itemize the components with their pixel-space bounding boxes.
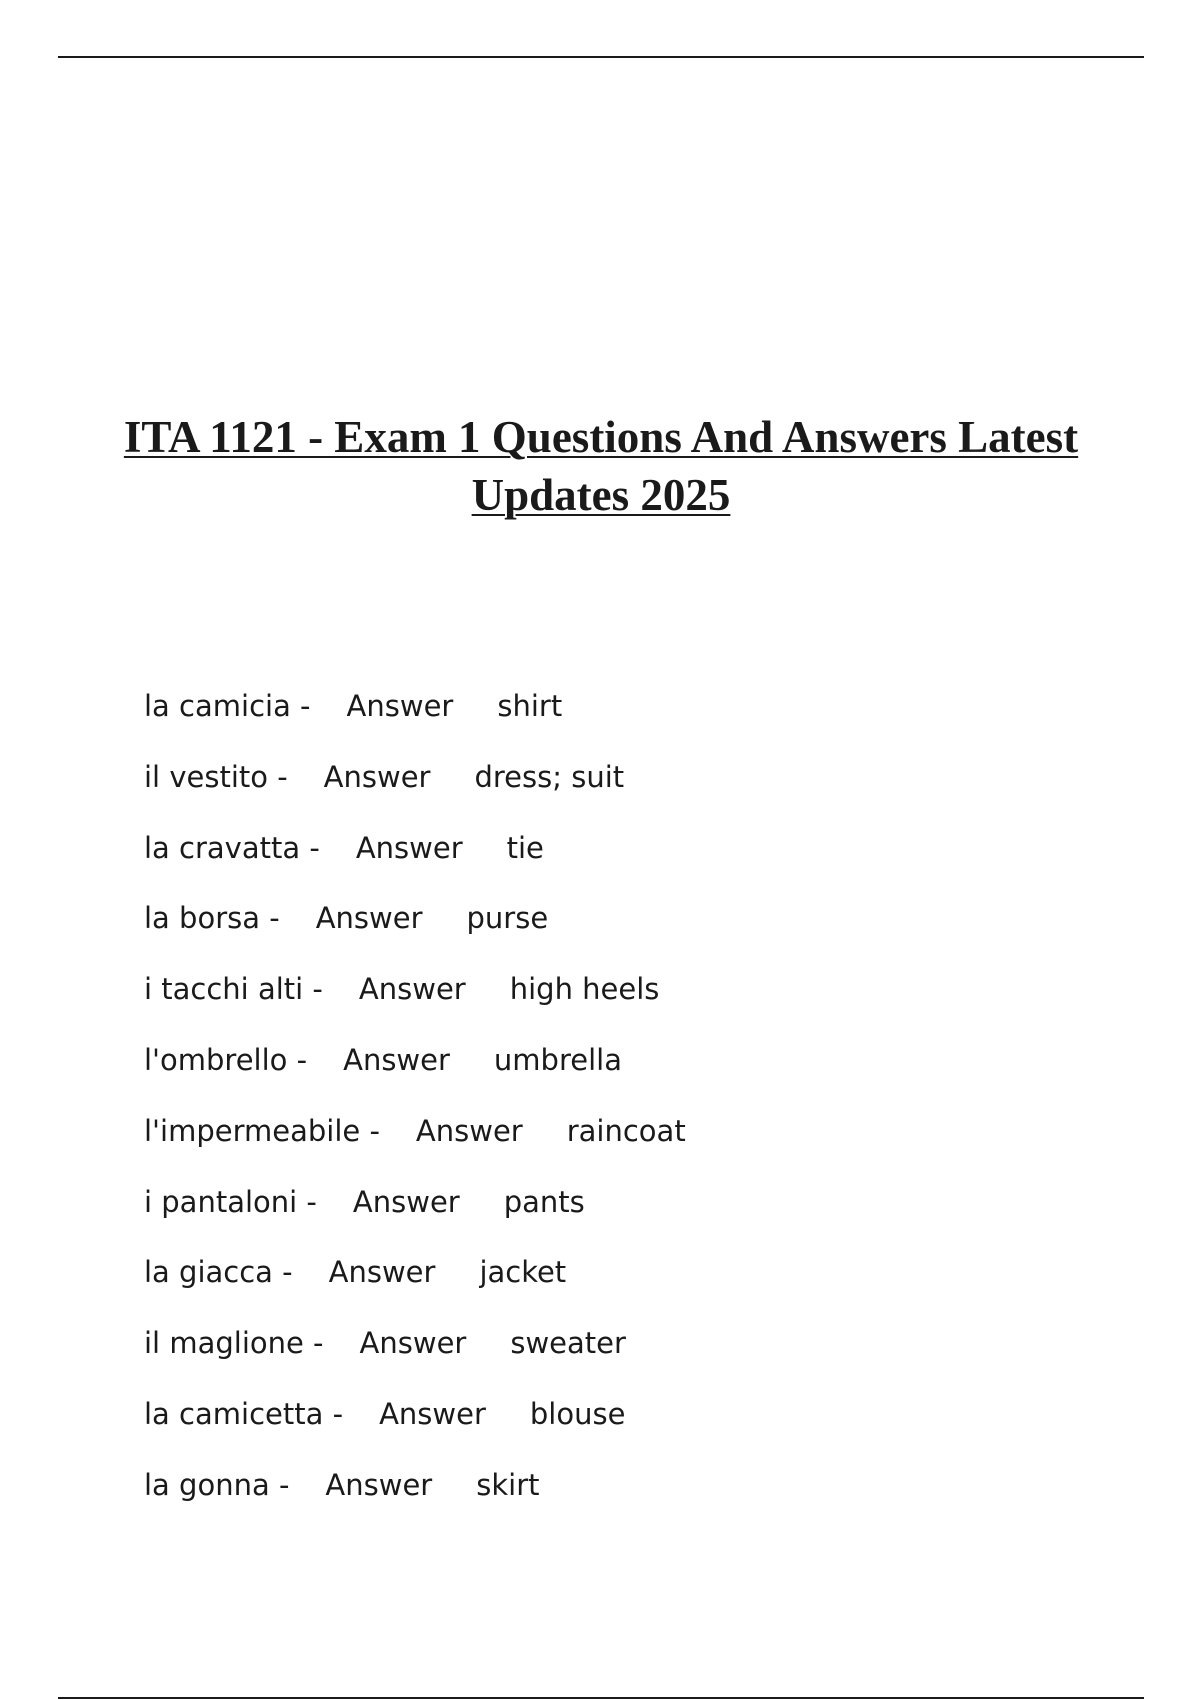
qa-row: [144, 1254, 686, 1325]
document-title: ITA 1121 - Exam 1 Questions And Answers Latest Updates 2025: [123, 412, 1079, 520]
qa-answer: sweater: [510, 1326, 626, 1361]
qa-answer-label: Answer: [358, 972, 466, 1007]
qa-answer-label: Answer: [379, 1396, 486, 1431]
qa-answer: dress; suit: [474, 759, 625, 794]
qa-answer-label: Answer: [315, 901, 423, 936]
qa-answer-label: Answer: [328, 1255, 436, 1290]
qa-row: [144, 759, 686, 830]
qa-answer: blouse: [529, 1396, 626, 1431]
qa-answer: shirt: [497, 689, 563, 723]
qa-answer-label: Answer: [355, 830, 463, 865]
qa-row: [144, 1184, 686, 1255]
qa-row: [144, 1396, 686, 1467]
qa-term: la giacca -: [144, 1255, 293, 1290]
qa-term: l'ombrello -: [144, 1042, 308, 1077]
qa-term: la camicetta -: [144, 1396, 344, 1431]
qa-term: il vestito -: [144, 759, 288, 794]
qa-row: [144, 688, 686, 759]
header-rule: [58, 56, 1144, 58]
qa-answer: skirt: [476, 1467, 540, 1502]
qa-term: i tacchi alti -: [144, 972, 323, 1007]
qa-answer: tie: [506, 830, 544, 865]
qa-answer-label: Answer: [359, 1326, 467, 1361]
qa-term: i pantaloni -: [144, 1184, 317, 1219]
qa-answer: jacket: [479, 1255, 567, 1290]
qa-answer: high heels: [509, 972, 660, 1007]
qa-answer: raincoat: [566, 1113, 686, 1148]
qa-row: [144, 900, 686, 971]
qa-row: [144, 1042, 686, 1113]
qa-row: [144, 1113, 686, 1184]
qa-row: [144, 830, 686, 901]
qa-answer-label: Answer: [352, 1184, 460, 1219]
qa-answer-label: Answer: [325, 1467, 433, 1502]
qa-term: la camicia -: [144, 689, 311, 723]
qa-term: l'impermeabile -: [144, 1113, 380, 1148]
qa-list: [144, 688, 686, 1538]
footer-rule: [58, 1697, 1144, 1699]
qa-answer: umbrella: [493, 1042, 622, 1077]
qa-term: la cravatta -: [144, 830, 320, 865]
qa-answer-label: Answer: [415, 1113, 523, 1148]
qa-row: [144, 971, 686, 1042]
qa-row: [144, 1467, 686, 1538]
qa-answer: purse: [466, 901, 549, 936]
qa-term: il maglione -: [144, 1326, 324, 1361]
qa-term: la borsa -: [144, 901, 280, 936]
qa-answer-label: Answer: [346, 689, 454, 723]
qa-term: la gonna -: [144, 1467, 290, 1502]
qa-answer-label: Answer: [323, 759, 431, 794]
qa-answer: pants: [503, 1184, 585, 1219]
qa-row: [144, 1325, 686, 1396]
qa-answer-label: Answer: [343, 1042, 450, 1077]
